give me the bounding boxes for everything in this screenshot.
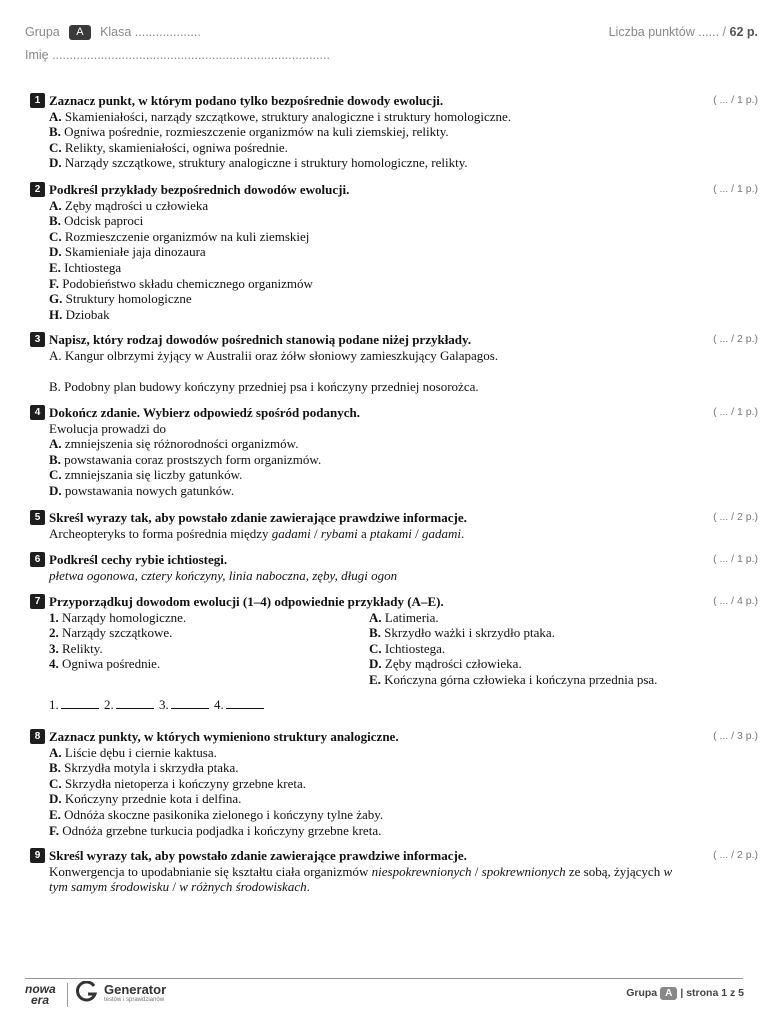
option-d[interactable]: D. Skamieniałe jaja dinozaura [49, 244, 206, 260]
footer-group-badge: A [660, 987, 677, 1000]
evidence-item: 1. Narządy homologiczne. [49, 609, 187, 625]
choice-word[interactable]: spokrewnionych [481, 863, 566, 879]
option-g[interactable]: G. Struktury homologiczne [49, 291, 192, 307]
task-number: 1 [30, 93, 45, 108]
task-3 [30, 332, 758, 394]
choice-word[interactable]: w tym samym środowisku [49, 863, 673, 895]
task-points: ( ... / 3 p.) [713, 730, 758, 742]
option-a[interactable]: A. Zęby mądrości u człowieka [49, 197, 209, 213]
points-summary [609, 25, 758, 39]
evidence-item: 2. Narządy szczątkowe. [49, 625, 173, 641]
task-number: 9 [30, 848, 45, 863]
example-item: B. Skrzydło ważki i skrzydło ptaka. [369, 625, 555, 641]
option-c[interactable]: C. Skrzydła nietoperza i kończyny grzebne kreta. [49, 775, 307, 791]
task-points: ( ... / 1 p.) [713, 406, 758, 418]
option-e[interactable]: E. Ichtiostega [49, 259, 122, 275]
evidence-item: 3. Relikty. [49, 640, 103, 656]
task-points: ( ... / 1 p.) [713, 553, 758, 565]
task-question: Przyporządkuj dowodom ewolucji (1–4) odpowiednie przykłady (A–E). [49, 594, 444, 609]
task-number: 8 [30, 729, 45, 744]
example-item: C. Ichtiostega. [369, 640, 446, 656]
generator-logo-icon [76, 981, 98, 1003]
task-question: Dokończ zdanie. Wybierz odpowiedź spośród podanych. [49, 405, 360, 420]
option-d[interactable]: D. Narządy szczątkowe, struktury analogiczne i struktury homologiczne, relikty. [49, 155, 468, 171]
task-7 [30, 594, 758, 712]
option-d[interactable]: D. Kończyny przednie kota i delfina. [49, 791, 242, 807]
task-question: Podkreśl cechy rybie ichtiostegi. [49, 552, 228, 567]
task-question: Napisz, który rodzaj dowodów pośrednich stanowią podane niżej przykłady. [49, 332, 472, 347]
generator-subtitle: testów i sprawdzianów [104, 997, 165, 1003]
option-b[interactable]: B. Skrzydła motyla i skrzydła ptaka. [49, 760, 239, 776]
task-8 [30, 729, 758, 838]
features-line[interactable]: płetwa ogonowa, cztery kończyny, linia naboczna, zęby, długi ogon [49, 567, 398, 583]
task-number: 4 [30, 405, 45, 420]
task-points: ( ... / 1 p.) [713, 94, 758, 106]
answer-blank[interactable] [116, 697, 154, 709]
task-9 [30, 848, 758, 895]
choice-word[interactable]: rybami [320, 525, 358, 541]
nowa-era-logo: nowa era [25, 982, 56, 1007]
task-points: ( ... / 4 p.) [713, 595, 758, 607]
task-points: ( ... / 2 p.) [713, 511, 758, 523]
points-label: Liczba punktów ...... / [608, 25, 727, 39]
choice-word[interactable]: gadami [422, 525, 461, 541]
example-item: E. Kończyna górna człowieka i kończyna przednia psa. [369, 671, 658, 687]
task-1 [30, 93, 758, 171]
item-b: B. Podobny plan budowy kończyny przedniej psa i kończyny przedniej nosorożca. [49, 378, 479, 394]
points-total: 62 p. [729, 25, 758, 39]
strike-sentence: Konwergencja to upodabnianie się kształtu ciała organizmów niespokrewnionych / spokrewnionych ze sobą, żyjących w tym samym środowisku / w różnych środowiskach. [49, 863, 673, 895]
example-item: A. Latimeria. [369, 609, 439, 625]
header-group-class [25, 25, 201, 40]
answer-blank[interactable] [171, 697, 209, 709]
task-5 [30, 510, 758, 541]
name-field: Imię ................................................................................ [25, 48, 330, 62]
class-field: Klasa ................... [100, 25, 201, 39]
answer-space[interactable] [49, 363, 758, 379]
task-question: Skreśl wyrazy tak, aby powstało zdanie zawierające prawdziwe informacje. [49, 848, 467, 863]
option-b[interactable]: B. Odcisk paproci [49, 213, 144, 229]
task-lead: Ewolucja prowadzi do [49, 420, 166, 436]
task-question: Zaznacz punkty, w których wymieniono struktury analogiczne. [49, 729, 399, 744]
option-a[interactable]: A. zmniejszenia się różnorodności organizmów. [49, 436, 299, 452]
task-number: 6 [30, 552, 45, 567]
option-f[interactable]: F. Podobieństwo składu chemicznego organizmów [49, 275, 313, 291]
choice-word[interactable]: w różnych środowiskach [179, 879, 307, 895]
group-label: Grupa [25, 25, 60, 39]
option-b[interactable]: B. powstawania coraz prostszych form organizmów. [49, 451, 322, 467]
footer-divider [25, 978, 743, 979]
examples-list [369, 610, 669, 688]
option-b[interactable]: B. Ogniwa pośrednie, rozmieszczenie organizmów na kuli ziemskiej, relikty. [49, 124, 449, 140]
strike-sentence: Archeopteryks to forma pośrednia między gadami / rybami a ptakami / gadami. [49, 525, 465, 541]
task-number: 3 [30, 332, 45, 347]
task-points: ( ... / 1 p.) [713, 183, 758, 195]
task-6 [30, 552, 758, 583]
task-question: Zaznacz punkt, w którym podano tylko bezpośrednie dowody ewolucji. [49, 93, 444, 108]
evidence-item: 4. Ogniwa pośrednie. [49, 656, 161, 672]
option-a[interactable]: A. Liście dębu i ciernie kaktusa. [49, 744, 217, 760]
choice-word[interactable]: niespokrewnionych [371, 863, 472, 879]
answer-blank[interactable] [226, 697, 264, 709]
choice-word[interactable]: gadami [271, 525, 311, 541]
answer-row: 1. 2. 3. 4. [49, 697, 758, 713]
footer-page-info: Grupa A | strona 1 z 5 [626, 987, 744, 999]
option-c[interactable]: C. Relikty, skamieniałości, ogniwa pośrednie. [49, 139, 288, 155]
group-badge: A [69, 25, 90, 40]
example-item: D. Zęby mądrości człowieka. [369, 656, 522, 672]
task-number: 2 [30, 182, 45, 197]
page-number: | strona 1 z 5 [680, 987, 744, 999]
task-points: ( ... / 2 p.) [713, 849, 758, 861]
option-h[interactable]: H. Dziobak [49, 306, 110, 322]
task-number: 7 [30, 594, 45, 609]
item-a: A. Kangur olbrzymi żyjący w Australii oraz żółw słoniowy zamieszkujący Galapagos. [49, 347, 499, 363]
task-question: Skreśl wyrazy tak, aby powstało zdanie zawierające prawdziwe informacje. [49, 510, 467, 525]
option-a[interactable]: A. Skamieniałości, narządy szczątkowe, struktury analogiczne i struktury homologiczne. [49, 108, 512, 124]
task-question: Podkreśl przykłady bezpośrednich dowodów ewolucji. [49, 182, 350, 197]
task-points: ( ... / 2 p.) [713, 333, 758, 345]
option-f[interactable]: F. Odnóża grzebne turkucia podjadka i kończyny grzebne kreta. [49, 822, 382, 838]
generator-title: Generator [104, 982, 167, 997]
task-number: 5 [30, 510, 45, 525]
choice-word[interactable]: ptakami [369, 525, 412, 541]
task-2 [30, 182, 758, 322]
option-e[interactable]: E. Odnóża skoczne pasikonika zielonego i kończyny tylne żaby. [49, 806, 384, 822]
option-c[interactable]: C. zmniejszania się liczby gatunków. [49, 467, 243, 483]
task-4 [30, 405, 758, 499]
evidence-list [49, 610, 369, 688]
option-d[interactable]: D. powstawania nowych gatunków. [49, 482, 235, 498]
option-c[interactable]: C. Rozmieszczenie organizmów na kuli ziemskiej [49, 228, 310, 244]
answer-blank[interactable] [61, 697, 99, 709]
logo-divider [67, 983, 68, 1007]
